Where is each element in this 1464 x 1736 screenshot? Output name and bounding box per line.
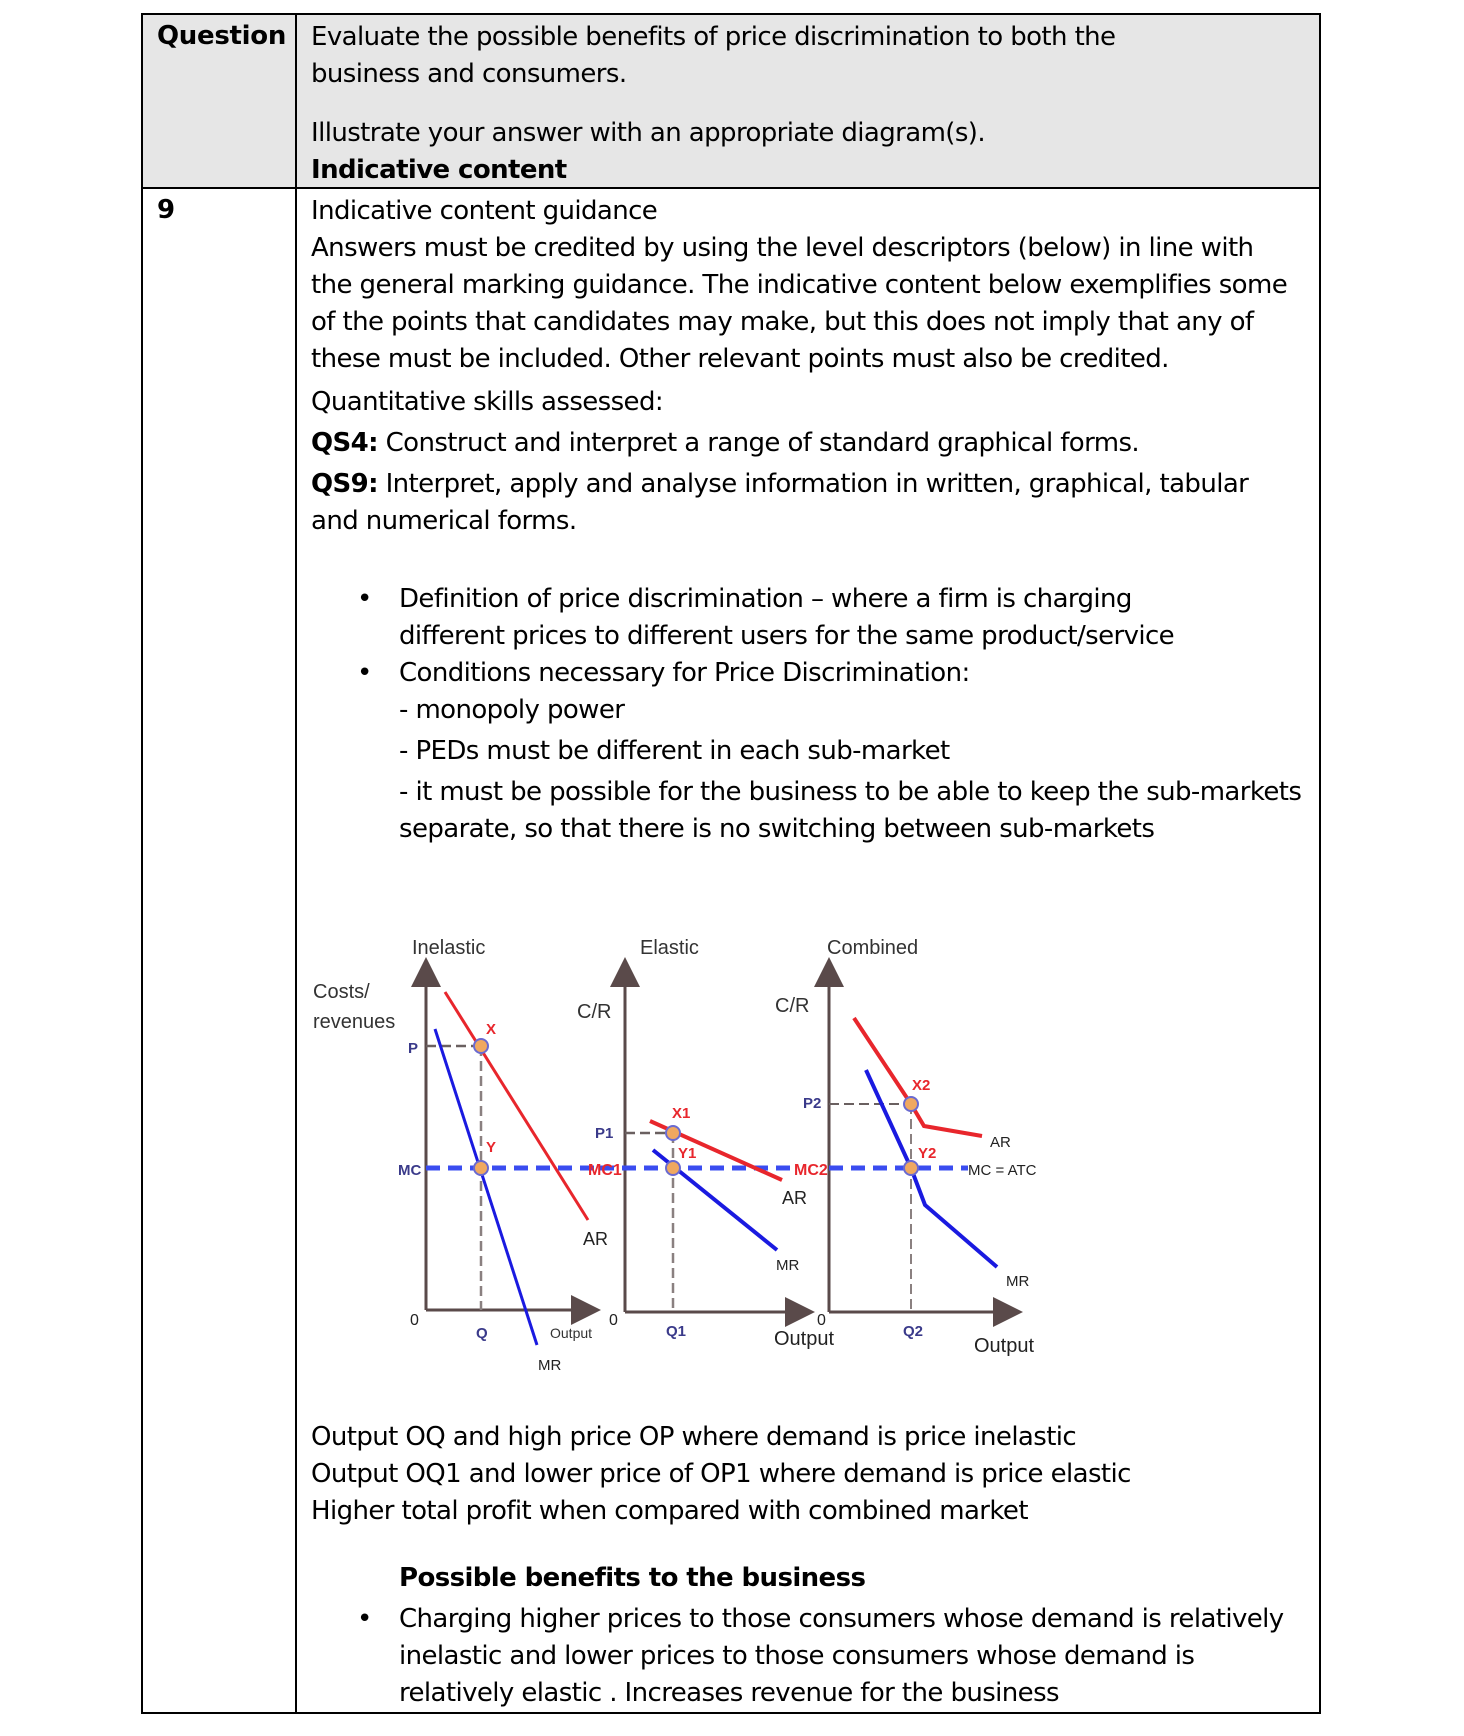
guidance-text: Answers must be credited by using the level descriptors (below) in line with the general marking guidance. The indicative content below exemplifies some of the points that candidates may make, but this does not imply that any of these must be included. Other relevant points must also be credited. — [311, 233, 1288, 374]
mc-atc-label: MC = ATC — [968, 1162, 1037, 1179]
point-y2-label: Y2 — [918, 1145, 937, 1162]
panel-title: Inelastic — [412, 937, 486, 959]
point-x1 — [666, 1126, 680, 1140]
question-text — [311, 19, 1307, 189]
mark-scheme-table — [141, 13, 1321, 1714]
indicative-content-heading: Indicative content — [311, 155, 567, 185]
price-label: P2 — [803, 1095, 822, 1112]
panel-title: Elastic — [640, 937, 699, 959]
price-label: P — [408, 1040, 419, 1057]
x-axis-label: Output — [974, 1335, 1035, 1357]
bullet-item — [311, 655, 1307, 848]
question-label: Question — [157, 21, 287, 51]
point-x — [474, 1039, 488, 1053]
point-y — [474, 1161, 488, 1175]
mr-label: MR — [776, 1257, 800, 1274]
point-x2 — [904, 1097, 918, 1111]
guidance-title: Indicative content guidance — [311, 196, 658, 226]
q1-label: Q1 — [666, 1323, 687, 1340]
origin-label: 0 — [609, 1312, 618, 1329]
diagram-note: Output OQ1 and lower price of OP1 where demand is price elastic — [311, 1459, 1131, 1489]
point-y-label: Y — [486, 1139, 497, 1156]
bullet-icon: • — [357, 658, 372, 688]
diagram-notes — [311, 1419, 1307, 1712]
ar-curve — [445, 992, 588, 1220]
ar-label: AR — [990, 1134, 1011, 1151]
panel-combined — [775, 937, 1037, 1357]
ar-label: AR — [782, 1188, 808, 1208]
bullet-text: Conditions necessary for Price Discrimination: — [399, 658, 970, 688]
answer-content — [311, 193, 1307, 848]
mr-label: MR — [538, 1357, 562, 1374]
mc1-label: MC1 — [588, 1162, 622, 1179]
x-axis-label: Output — [550, 1325, 593, 1341]
qs-code: QS4: — [311, 428, 378, 458]
panel-inelastic — [313, 937, 608, 1374]
point-x1-label: X1 — [672, 1105, 691, 1122]
question-line: Illustrate your answer with an appropriate diagram(s). — [311, 118, 985, 148]
mr-label: MR — [1006, 1273, 1030, 1290]
benefits-section — [311, 1560, 1307, 1597]
qs-code: QS9: — [311, 469, 378, 499]
bullet-text: Charging higher prices to those consumers whose demand is relatively inelastic and lower prices to those consumers whose demand is relatively elastic . Increases revenue for the business — [399, 1604, 1284, 1708]
y-axis-label: C/R — [775, 995, 810, 1017]
bullet-list — [311, 581, 1307, 848]
price-discrimination-diagram — [300, 920, 1080, 1390]
qs-text: Interpret, apply and analyse information in written, graphical, tabular and numerical forms. — [311, 469, 1249, 536]
qs-heading: Quantitative skills assessed: — [311, 387, 664, 417]
origin-label: 0 — [817, 1312, 826, 1329]
diagram-note: Higher total profit when compared with combined market — [311, 1496, 1028, 1526]
mc-label: MC — [398, 1162, 422, 1179]
price-label: P1 — [595, 1125, 614, 1142]
qs-item — [311, 425, 1307, 462]
y-axis-label: revenues — [313, 1011, 396, 1033]
y-axis-label: C/R — [577, 1001, 612, 1023]
point-x-label: X — [486, 1021, 497, 1038]
ar-label: AR — [583, 1229, 609, 1249]
point-y1-label: Y1 — [678, 1145, 697, 1162]
bullet-icon: • — [357, 584, 372, 614]
mc2-label: MC2 — [794, 1162, 828, 1179]
bullet-text: Definition of price discrimination – where a firm is charging different prices to different users for the same product/service — [399, 584, 1175, 651]
column-divider — [295, 15, 297, 1712]
q-label: Q — [476, 1325, 488, 1342]
bullet-item — [311, 1601, 1299, 1712]
sub-item: - monopoly power — [399, 695, 625, 725]
q2-label: Q2 — [903, 1323, 924, 1340]
benefits-heading: Possible benefits to the business — [399, 1563, 866, 1593]
point-x2-label: X2 — [912, 1077, 931, 1094]
diagram-note: Output OQ and high price OP where demand is price inelastic — [311, 1422, 1077, 1452]
panel-title: Combined — [827, 937, 919, 959]
x-axis-label: Output — [774, 1328, 835, 1350]
sub-item: - it must be possible for the business to be able to keep the sub-markets separate, so that there is no switching between sub-markets — [399, 777, 1302, 844]
point-y1 — [666, 1161, 680, 1175]
question-number: 9 — [157, 195, 176, 225]
qs-item — [311, 466, 1271, 540]
origin-label: 0 — [410, 1312, 419, 1329]
sub-item: - PEDs must be different in each sub-market — [399, 736, 950, 766]
y-axis-label: Costs/ — [313, 981, 370, 1003]
bullet-icon: • — [357, 1604, 372, 1634]
mr-curve — [435, 1029, 537, 1345]
point-y2 — [904, 1161, 918, 1175]
bullet-item — [311, 581, 1239, 655]
question-line: Evaluate the possible benefits of price discrimination to both the business and consumers. — [311, 22, 1116, 89]
qs-text: Construct and interpret a range of standard graphical forms. — [377, 428, 1140, 458]
